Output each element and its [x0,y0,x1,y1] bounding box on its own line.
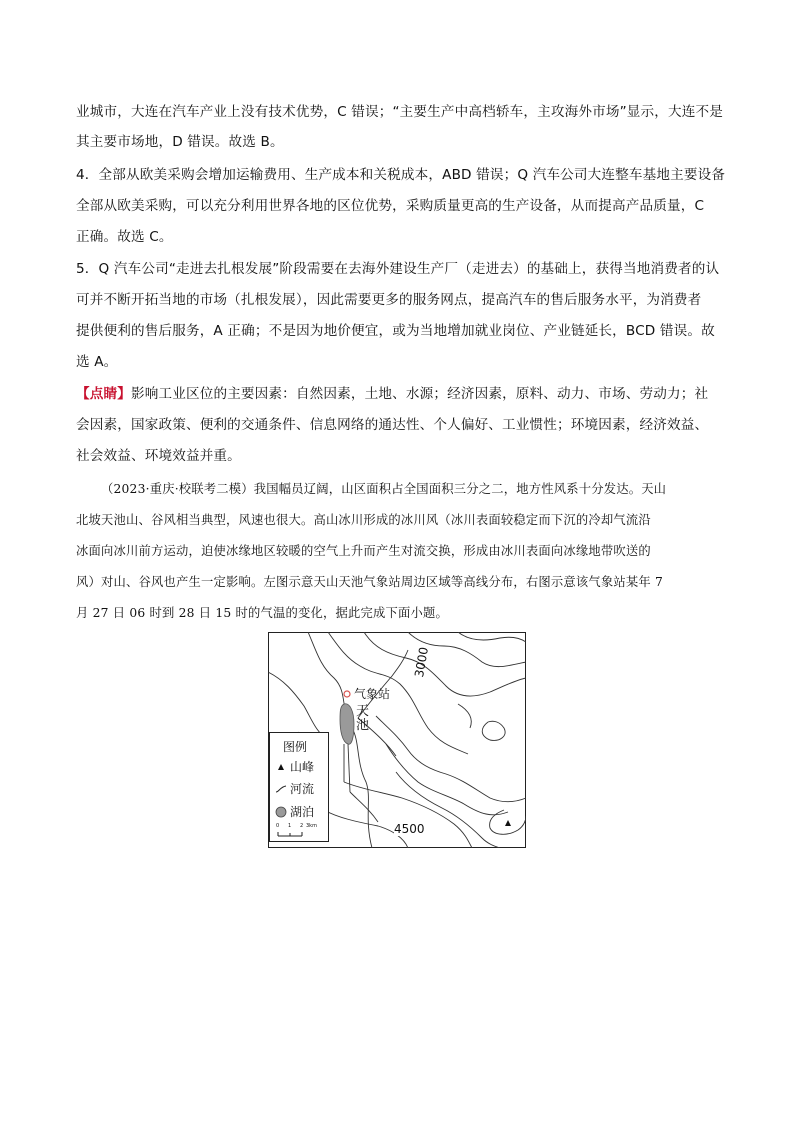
lake-label-1: 天 [356,704,370,719]
tip-line: 社会效益、环境效益并重。 [76,448,241,464]
text-line: 可并不断开拓当地的市场（扎根发展），因此需要更多的服务网点，提高汽车的售后服务水平，为消费者 [76,292,702,308]
contour-label-3000: 3000 [412,645,432,679]
weather-station-marker [344,691,350,697]
text-line: 正确。故选 C。 [76,229,173,245]
tip-text: 影响工业区位的主要因素：自然因素，土地、水源；经济因素，原料、动力、市场、劳动力；社 [130,386,709,402]
legend-title: 图例 [283,740,308,754]
legend-peak-label: 山峰 [290,760,315,774]
tip-tag: 【点睛】 [76,386,131,402]
scale-label-2: 2 [300,823,304,829]
question-line: 风）对山、谷风也产生一定影响。左图示意天山天池气象站周边区域等高线分布，右图示意该气象站某年 7 [76,575,663,589]
legend-lake-label: 湖泊 [290,805,315,819]
legend-item-peak [274,758,314,775]
map-legend [269,732,329,842]
text-line: 其主要市场地，D 错误。故选 B。 [76,134,284,150]
scale-bar [276,825,326,839]
question-line: 冰面向冰川前方运动，迫使冰缘地区较暖的空气上升而产生对流交换，形成由冰川表面向冰缘地带吹送的 [76,544,651,558]
tip-line [76,384,726,404]
legend-item-river [274,780,314,797]
tip-line: 会因素，国家政策、便利的交通条件、信息网络的通达性、个人偏好、工业惯性；环境因素，经济效益、 [76,417,709,433]
scale-label-unit: 3km [306,823,317,829]
question-line: 月 27 日 06 时到 28 日 15 时的气温的变化，据此完成下面小题。 [76,606,448,620]
text-line: 业城市，大连在汽车产业上没有技术优势，C 错误；“主要生产中高档轿车，主攻海外市场”显示，大连不是 [76,104,723,120]
text-line: 选 A。 [76,354,118,370]
lake-label-2: 池 [356,718,370,733]
legend-item-lake [274,803,314,820]
contour-label-4500: 4500 [394,822,425,836]
text-line: 提供便利的售后服务，A 正确；不是因为地价便宜，或为当地增加就业岗位、产业链延长，BCD 错误。故 [76,323,715,339]
question-line: 北坡天池山、谷风相当典型，风速也很大。高山冰川形成的冰川风（冰川表面较稳定而下沉的冷却气流沿 [76,513,651,527]
scale-label-1: 1 [288,823,292,829]
question-line: （2023·重庆·校联考二模）我国幅员辽阔，山区面积占全国面积三分之二，地方性风系十分发达。天山 [101,482,667,496]
station-label: 气象站 [354,687,391,701]
peak-icon [274,763,288,771]
legend-river-label: 河流 [290,782,315,796]
lake-icon [274,806,288,818]
scale-label-0: 0 [276,823,280,829]
text-line: 5．Q 汽车公司“走进去扎根发展”阶段需要在去海外建设生产厂（走进去）的基础上，获得当地消费者的认 [76,261,720,277]
text-line: 全部从欧美采购，可以充分利用世界各地的区位优势，采购质量更高的生产设备，从而提高产品质量，C [76,198,705,214]
text-line: 4．全部从欧美采购会增加运输费用、生产成本和关税成本，ABD 错误；Q 汽车公司大连整车基地主要设备 [76,167,726,183]
river-icon [274,784,288,794]
